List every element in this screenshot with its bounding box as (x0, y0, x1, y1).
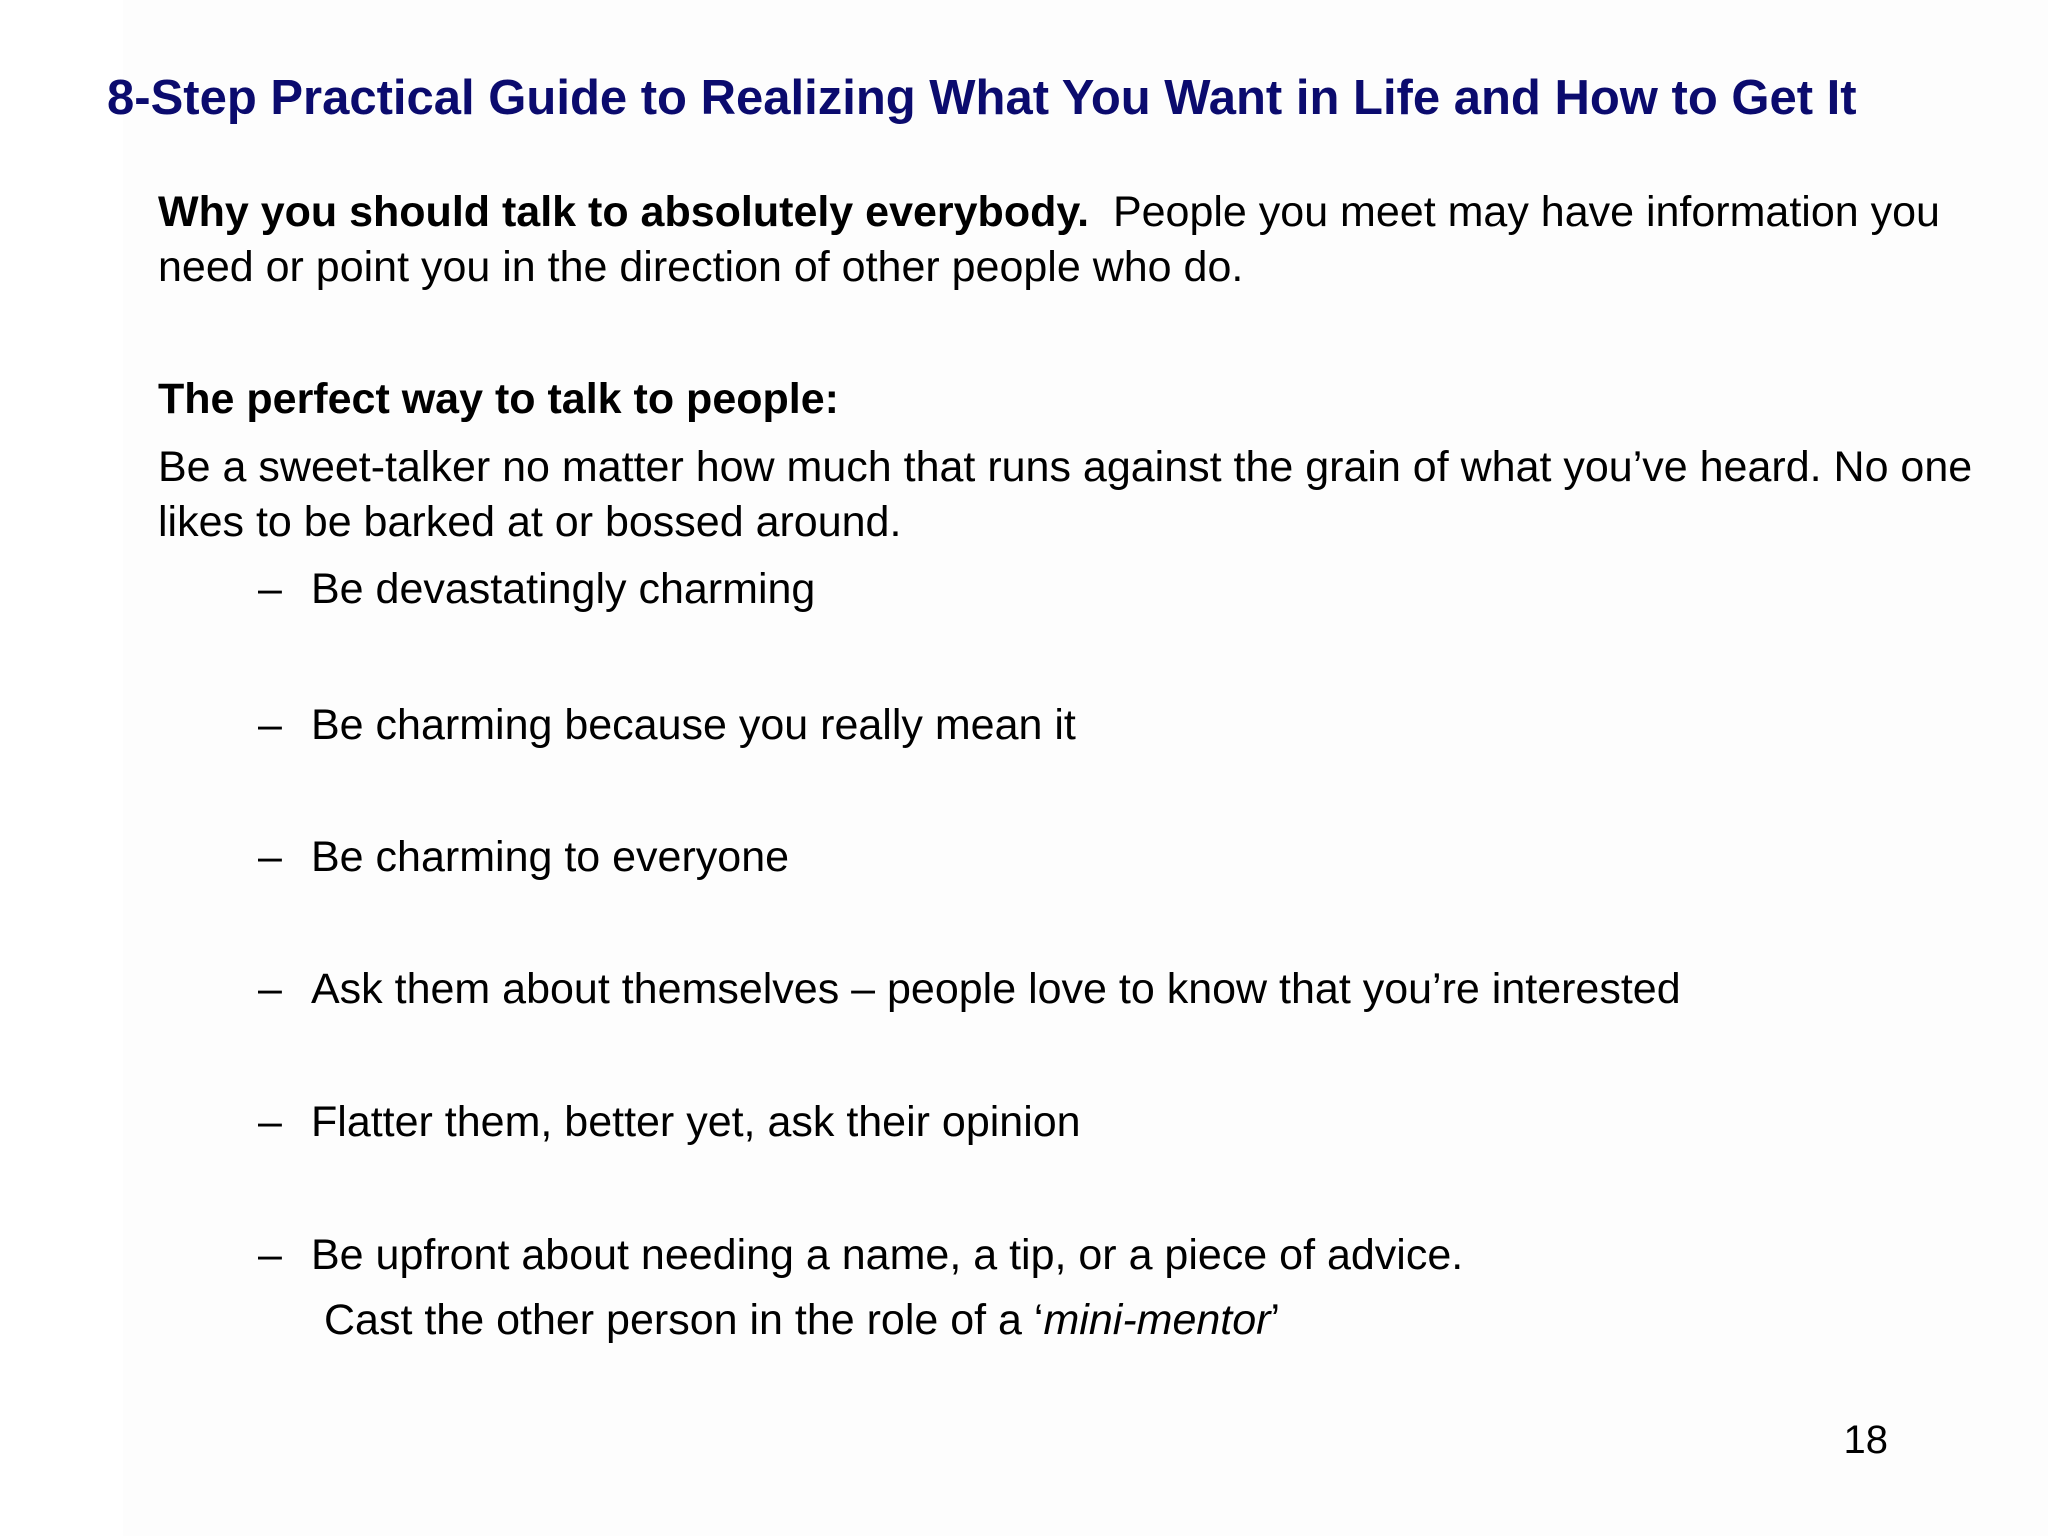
continuation-prefix: Cast the other person in the role of a ‘ (324, 1296, 1044, 1344)
dash-marker: – (258, 833, 282, 881)
list-item-text: Be charming because you really mean it (311, 701, 1076, 749)
perfect-way-text: Be a sweet-talker no matter how much that runs against the grain of what you’ve heard. No one likes to be barked at or bossed around. (158, 443, 1973, 546)
list-item (258, 562, 815, 617)
list-item-text: Flatter them, better yet, ask their opinion (311, 1098, 1081, 1146)
list-item-text: Be charming to everyone (311, 833, 790, 881)
dash-marker: – (258, 701, 282, 749)
list-item (258, 1095, 1081, 1150)
dash-marker: – (258, 1098, 282, 1146)
continuation-suffix: ’ (1270, 1296, 1281, 1344)
why-text: People you meet may have information you need or point you in the direction of other people who do. (158, 188, 1940, 291)
slide-title: 8-Step Practical Guide to Realizing What You Want in Life and How to Get It (107, 71, 1857, 125)
list-item-continuation (258, 1293, 1463, 1348)
list-item-text: Be devastatingly charming (311, 565, 816, 613)
list-item-text: Ask them about themselves – people love to know that you’re interested (311, 965, 1681, 1013)
list-item (258, 962, 1681, 1017)
dash-marker: – (258, 565, 282, 613)
dash-marker: – (258, 1231, 282, 1279)
page-number: 18 (1843, 1418, 1888, 1462)
list-item (258, 830, 789, 885)
dash-marker: – (258, 965, 282, 1013)
list-item-text: Be upfront about needing a name, a tip, or a piece of advice. (311, 1231, 1464, 1279)
why-lead: Why you should talk to absolutely everybody. (158, 188, 1090, 236)
list-item (258, 1228, 1463, 1348)
perfect-way-heading: The perfect way to talk to people: (158, 375, 839, 423)
list-item (258, 698, 1076, 753)
continuation-italic: mini-mentor (1043, 1296, 1271, 1344)
